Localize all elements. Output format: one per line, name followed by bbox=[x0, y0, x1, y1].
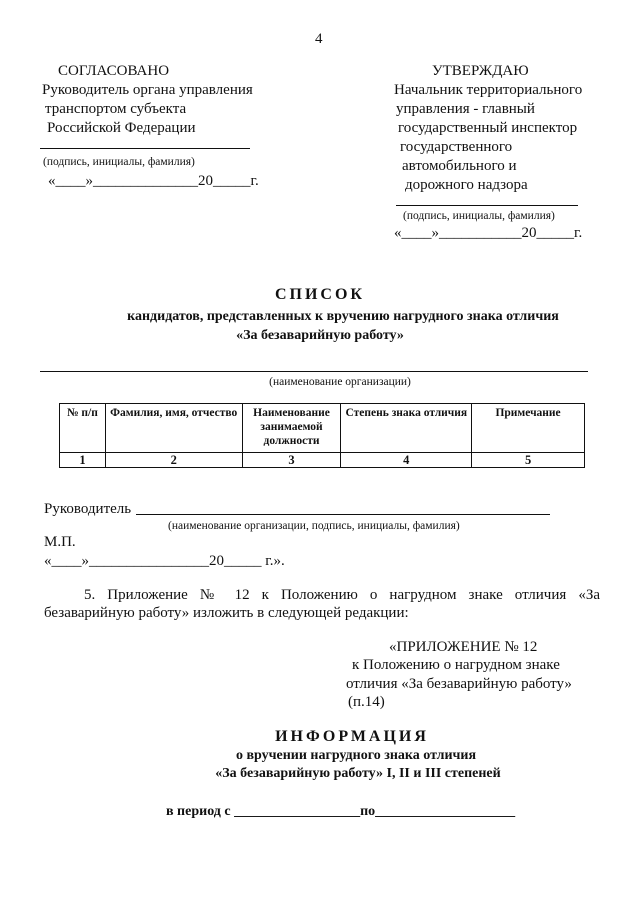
head-signature-caption: (наименование организации, подпись, инициалы, фамилия) bbox=[168, 520, 460, 532]
confirm-signature-caption: (подпись, инициалы, фамилия) bbox=[403, 210, 555, 222]
info-title: ИНФОРМАЦИЯ bbox=[275, 728, 429, 745]
approved-heading: СОГЛАСОВАНО bbox=[58, 63, 170, 79]
head-date: «____»________________20_____ г.». bbox=[44, 553, 285, 569]
approved-signature-line bbox=[40, 148, 250, 149]
table-cell: 2 bbox=[105, 453, 242, 468]
head-label: Руководитель bbox=[44, 501, 132, 517]
table-header-row bbox=[60, 404, 585, 453]
table-row bbox=[60, 453, 585, 468]
table-cell: 4 bbox=[341, 453, 472, 468]
approved-line-2: транспортом субъекта bbox=[45, 101, 187, 117]
col-fullname-header: Фамилия, имя, отчество bbox=[105, 404, 242, 453]
paragraph-5-line-1: 5. Приложение № 12 к Положению о нагрудном знаке отличия «За bbox=[84, 587, 600, 603]
table-cell: 3 bbox=[242, 453, 341, 468]
confirm-line-2: управления - главный bbox=[396, 101, 535, 117]
stamp-place: М.П. bbox=[44, 534, 76, 550]
info-period: в период с __________________по____________________ bbox=[166, 804, 516, 819]
confirm-line-4: государственного bbox=[400, 139, 513, 155]
table-cell: 1 bbox=[60, 453, 106, 468]
approved-line-3: Российской Федерации bbox=[47, 120, 196, 136]
candidates-table bbox=[59, 403, 585, 468]
paragraph-5-line-2: безаварийную работу» изложить в следующей редакции: bbox=[44, 605, 409, 621]
approved-date: «____»______________20_____г. bbox=[48, 173, 259, 189]
list-title: СПИСОК bbox=[274, 286, 366, 303]
appendix-line-2: к Положению о нагрудном знаке bbox=[352, 657, 560, 673]
info-subtitle-2: «За безаварийную работу» I, II и III степеней bbox=[215, 766, 501, 781]
confirm-date: «____»___________20_____г. bbox=[394, 225, 583, 241]
col-position-header: Наименование занимаемой должности bbox=[242, 404, 341, 453]
organization-line bbox=[40, 371, 588, 372]
col-number-header: № п/п bbox=[60, 404, 106, 453]
list-subtitle-2: «За безаварийную работу» bbox=[236, 328, 404, 343]
list-subtitle-1: кандидатов, представленных к вручению нагрудного знака отличия bbox=[127, 309, 559, 324]
confirm-line-6: дорожного надзора bbox=[405, 177, 528, 193]
confirm-line-5: автомобильного и bbox=[402, 158, 517, 174]
confirm-heading: УТВЕРЖДАЮ bbox=[432, 63, 529, 79]
head-signature-line bbox=[136, 514, 550, 515]
confirm-line-1: Начальник территориального bbox=[394, 82, 583, 98]
appendix-line-4: (п.14) bbox=[348, 694, 385, 710]
appendix-line-1: «ПРИЛОЖЕНИЕ № 12 bbox=[389, 639, 538, 655]
page-number: 4 bbox=[315, 31, 323, 47]
table-cell: 5 bbox=[472, 453, 585, 468]
col-note-header: Примечание bbox=[472, 404, 585, 453]
organization-caption: (наименование организации) bbox=[269, 376, 411, 388]
info-subtitle-1: о вручении нагрудного знака отличия bbox=[235, 748, 477, 763]
approved-signature-caption: (подпись, инициалы, фамилия) bbox=[43, 156, 195, 168]
confirm-signature-line bbox=[396, 205, 578, 206]
appendix-line-3: отличия «За безаварийную работу» bbox=[346, 676, 572, 692]
col-degree-header: Степень знака отличия bbox=[341, 404, 472, 453]
approved-line-1: Руководитель органа управления bbox=[42, 82, 253, 98]
confirm-line-3: государственный инспектор bbox=[398, 120, 578, 136]
